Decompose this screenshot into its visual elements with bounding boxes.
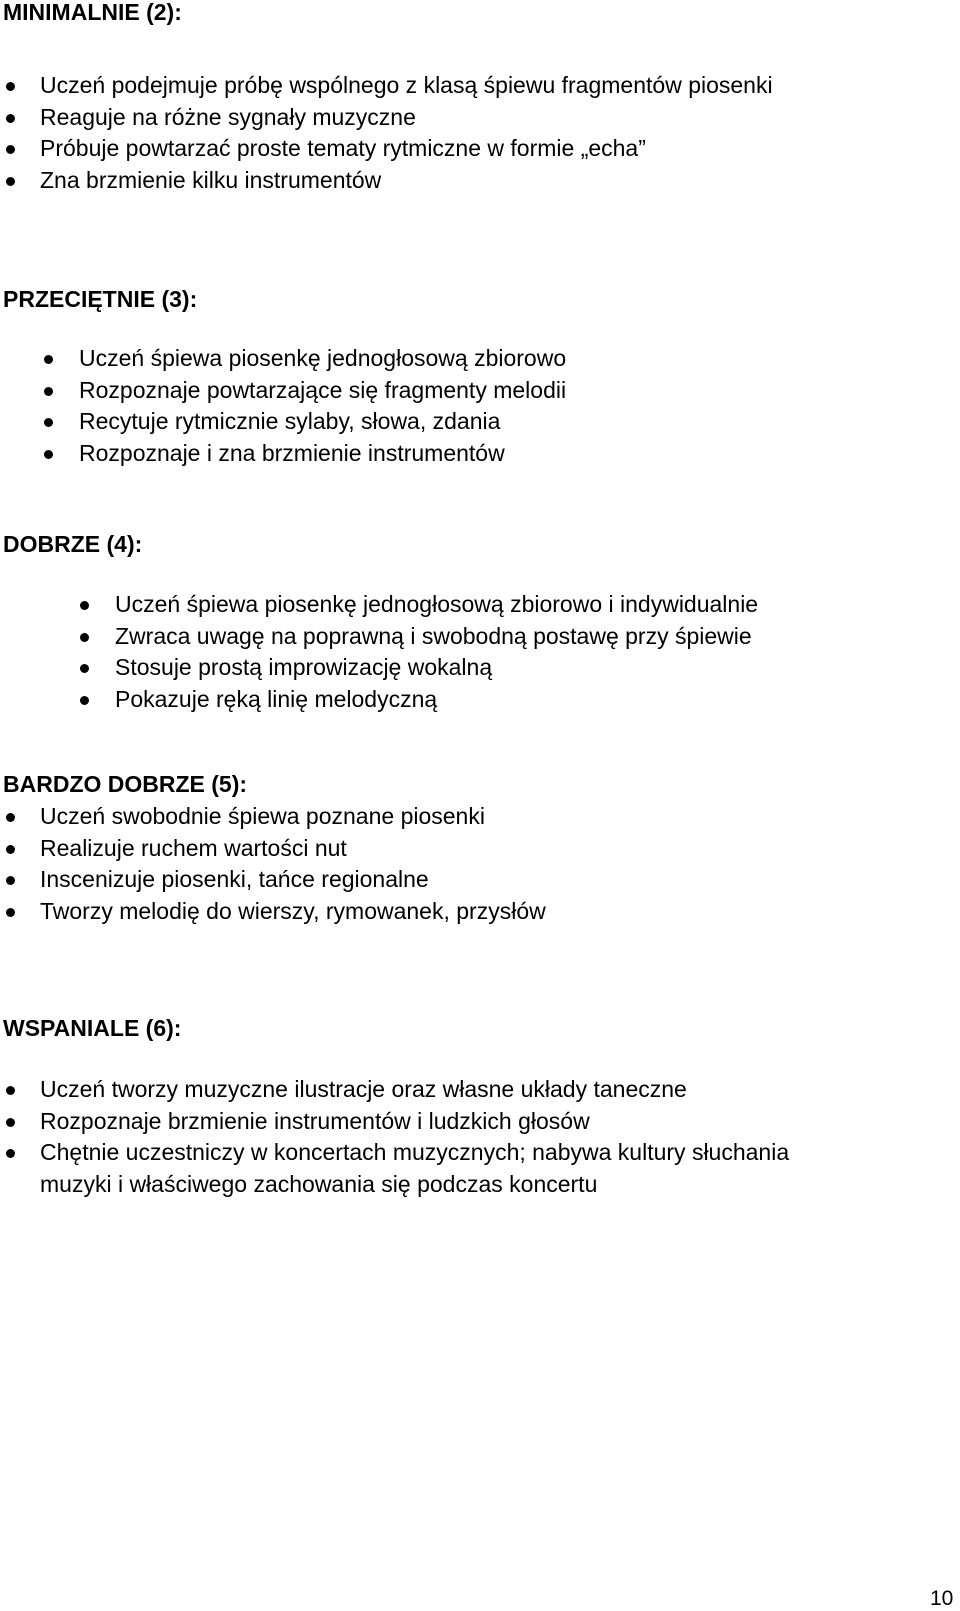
- bullet-icon: [44, 418, 53, 427]
- list-item-text: Pokazuje ręką linię melodyczną: [115, 685, 438, 712]
- section-heading-przecietnie: PRZECIĘTNIE (3):: [3, 286, 198, 312]
- bullet-icon: [80, 633, 89, 642]
- section-heading-dobrze: DOBRZE (4):: [3, 531, 143, 557]
- bullet-icon: [6, 145, 15, 154]
- bullet-icon: [6, 1118, 15, 1127]
- list-item-text: Reaguje na różne sygnały muzyczne: [40, 103, 416, 130]
- bullet-icon: [80, 664, 89, 673]
- list-item: [79, 343, 566, 375]
- bullet-icon: [44, 387, 53, 396]
- bullet-icon: [44, 450, 53, 459]
- bullet-icon: [44, 355, 53, 364]
- list-item-text: muzyki i właściwego zachowania się podczas koncertu: [40, 1170, 598, 1197]
- bullet-icon: [6, 177, 15, 186]
- list-item: [40, 165, 773, 197]
- list-item: [115, 589, 758, 621]
- bullet-icon: [6, 82, 15, 91]
- list-item-text: Stosuje prostą improwizację wokalną: [115, 654, 493, 680]
- bullet-icon: [6, 114, 15, 123]
- criteria-list-przecietnie: [79, 343, 566, 469]
- bullet-icon: [6, 876, 15, 885]
- list-item-text: Inscenizuje piosenki, tańce regionalne: [40, 866, 429, 892]
- list-item: [40, 896, 546, 928]
- list-item-text: Uczeń podejmuje próbę wspólnego z klasą śpiewu fragmentów piosenki: [40, 72, 773, 98]
- list-item-text: Realizuje ruchem wartości nut: [40, 834, 347, 861]
- list-item: [40, 801, 546, 833]
- list-item-text: Uczeń tworzy muzyczne ilustracje oraz własne układy taneczne: [40, 1076, 687, 1102]
- bullet-icon: [80, 696, 89, 705]
- list-item: [40, 1074, 789, 1106]
- list-item: [79, 406, 566, 438]
- bullet-icon: [6, 813, 15, 822]
- list-item-continuation: [40, 1169, 789, 1201]
- criteria-list-bardzo-dobrze: [40, 801, 546, 927]
- list-item-text: Tworzy melodię do wierszy, rymowanek, przysłów: [40, 897, 546, 924]
- bullet-icon: [6, 908, 15, 917]
- list-item: [40, 864, 546, 896]
- page-number: 10: [930, 1587, 954, 1610]
- criteria-list-dobrze: [115, 589, 758, 715]
- list-item-text: Uczeń śpiewa piosenkę jednogłosową zbiorowo i indywidualnie: [115, 591, 759, 617]
- section-heading-minimalnie: MINIMALNIE (2):: [3, 0, 182, 25]
- list-item: [115, 684, 758, 716]
- criteria-list-minimalnie: [40, 70, 773, 196]
- list-item: [40, 102, 773, 134]
- list-item-text: Rozpoznaje brzmienie instrumentów i ludzkich głosów: [40, 1107, 590, 1134]
- bullet-icon: [6, 845, 15, 854]
- list-item-text: Zwraca uwagę na poprawną i swobodną postawę przy śpiewie: [115, 622, 752, 649]
- list-item: [40, 1106, 789, 1138]
- list-item-text: Rozpoznaje i zna brzmienie instrumentów: [79, 439, 505, 466]
- bullet-icon: [6, 1086, 15, 1095]
- list-item: [40, 833, 546, 865]
- list-item: [40, 133, 773, 165]
- bullet-icon: [6, 1149, 15, 1158]
- list-item: [79, 375, 566, 407]
- list-item: [115, 652, 758, 684]
- list-item-text: Zna brzmienie kilku instrumentów: [40, 166, 382, 193]
- list-item: [40, 70, 773, 102]
- list-item-text: Recytuje rytmicznie sylaby, słowa, zdania: [79, 408, 501, 434]
- list-item-text: Rozpoznaje powtarzające się fragmenty melodii: [79, 376, 567, 403]
- bullet-icon: [80, 601, 89, 610]
- criteria-list-wspaniale: [40, 1074, 789, 1200]
- list-item: [79, 438, 566, 470]
- list-item-text: Chętnie uczestniczy w koncertach muzycznych; nabywa kultury słuchania: [40, 1139, 790, 1165]
- section-heading-bardzo-dobrze: BARDZO DOBRZE (5):: [3, 771, 248, 797]
- list-item-text: Uczeń swobodnie śpiewa poznane piosenki: [40, 803, 485, 829]
- list-item: [40, 1137, 789, 1169]
- list-item-text: Próbuje powtarzać proste tematy rytmiczne w formie „echa”: [40, 135, 646, 161]
- list-item: [115, 621, 758, 653]
- list-item-text: Uczeń śpiewa piosenkę jednogłosową zbiorowo: [79, 345, 567, 371]
- section-heading-wspaniale: WSPANIALE (6):: [3, 1015, 182, 1041]
